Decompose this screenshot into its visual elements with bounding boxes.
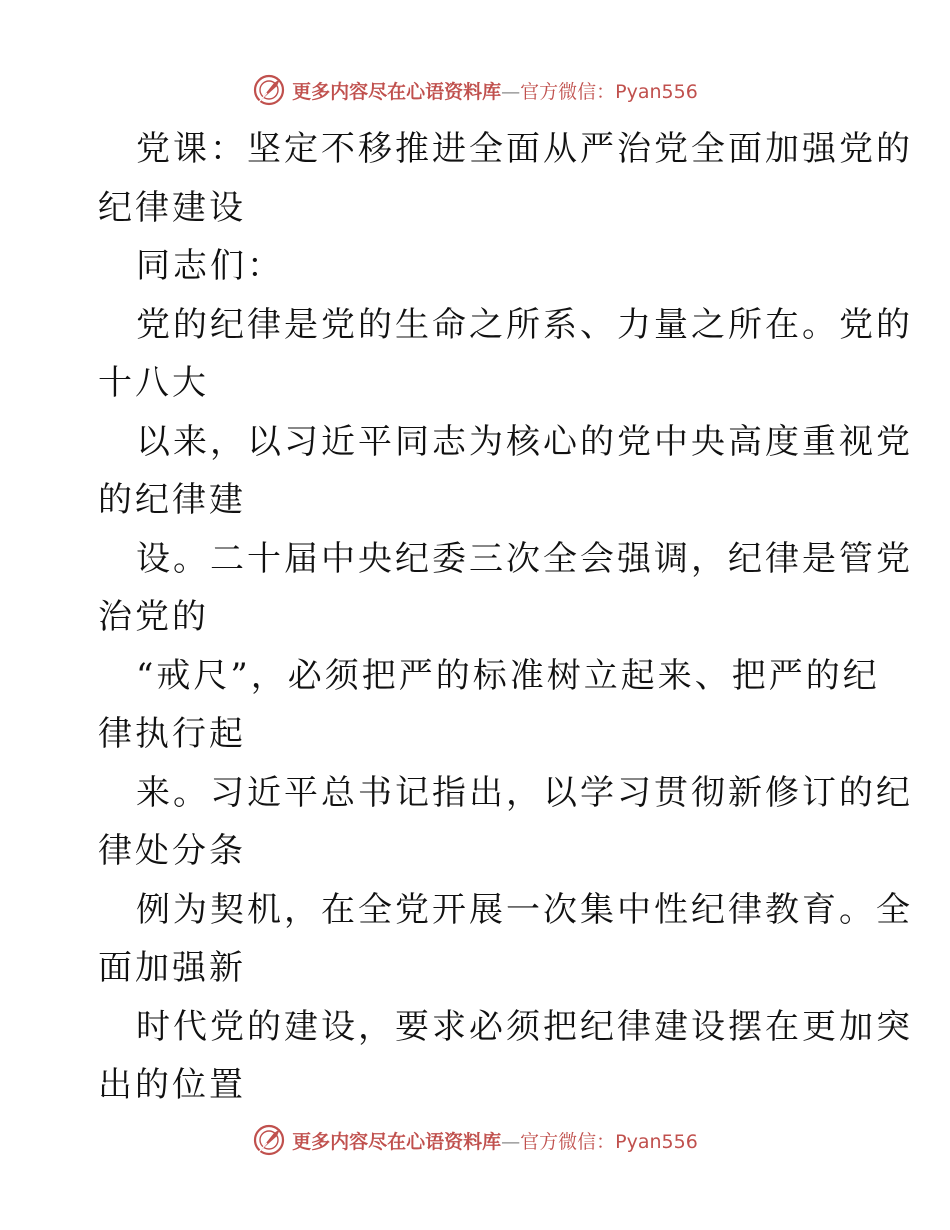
doc-line: 的纪律建 — [98, 480, 246, 520]
doc-line: 党课：坚定不移推进全面从严治党全面加强党的 — [136, 129, 913, 169]
doc-line: “戒尺”，必须把严的标准树立起来、把严的纪 — [136, 655, 880, 696]
doc-line: 时代党的建设，要求必须把纪律建设摆在更加突 — [136, 1006, 913, 1047]
doc-line: 律处分条 — [98, 831, 246, 871]
doc-line: 以来，以习近平同志为核心的党中央高度重视党 — [136, 421, 913, 462]
doc-line: 同志们： — [136, 246, 284, 286]
doc-line: 面加强新 — [98, 948, 246, 988]
doc-line: 治党的 — [98, 597, 209, 637]
footer-banner-text — [292, 1127, 698, 1154]
header-watermark-banner — [0, 70, 950, 110]
doc-line: 设。二十届中央纪委三次全会强调，纪律是管党 — [136, 538, 913, 579]
doc-line: 例为契机，在全党开展一次集中性纪律教育。全 — [136, 889, 913, 930]
doc-line: 律执行起 — [98, 714, 246, 754]
document-body — [98, 120, 913, 1115]
quill-pen-logo-icon — [252, 73, 286, 107]
quill-pen-logo-icon — [252, 1123, 286, 1157]
header-banner-wechat: 官方微信：Pyan556 — [520, 80, 698, 103]
doc-line: 党的纪律是党的生命之所系、力量之所在。党的 — [136, 304, 913, 345]
footer-banner-dash: — — [501, 1130, 521, 1153]
doc-line: 来。习近平总书记指出，以学习贯彻新修订的纪 — [136, 772, 913, 813]
header-banner-main: 更多内容尽在心语资料库 — [292, 80, 502, 103]
footer-watermark-banner — [0, 1120, 950, 1160]
header-banner-text — [292, 77, 698, 104]
doc-line: 十八大 — [98, 363, 209, 403]
doc-line: 纪律建设 — [98, 187, 246, 228]
header-banner-dash: — — [501, 80, 521, 103]
footer-banner-wechat: 官方微信：Pyan556 — [520, 1130, 698, 1153]
doc-line: 出的位置 — [98, 1065, 246, 1105]
footer-banner-main: 更多内容尽在心语资料库 — [292, 1130, 502, 1153]
